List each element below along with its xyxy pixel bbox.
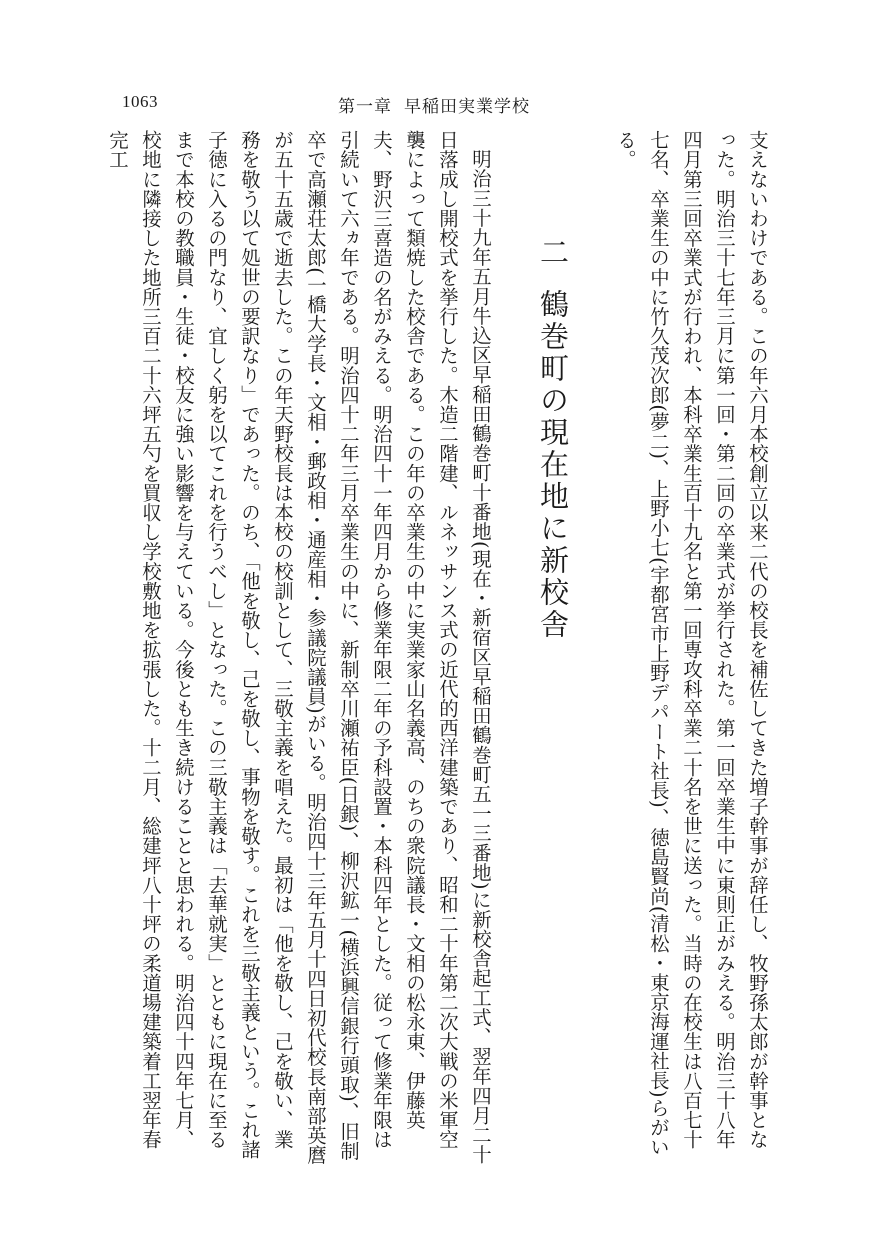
chapter-label: 第一章 — [338, 97, 392, 117]
paragraph-continuation: 支えないわけである。この年六月本校創立以来二代の校長を補佐してきた増子幹事が辞任し、牧野孫太郎が幹事となった。明治三十七年三月に第一回・第二回の卒業式が挙行された。第一回卒業生中に東則正がみえる。明治三十八年四月第三回卒業式が行われ、本科卒業生百十九名と第一回専攻科卒業二十名を世に送った。当時の在校生は八百七十七名、卒業生の中に竹久茂次郎(夢二)、上野小七(宇都宮市上野デパート社長)、徳島賢尚(清松・東京海運社長)らがいる。 — [614, 130, 769, 1157]
section-title: 鶴巻町の現在地に新校舎 — [536, 289, 570, 641]
paragraph-main: 明治三十九年五月牛込区早稲田鶴巻町十番地(現在・新宿区早稲田鶴巻町五一三番地)に新校舎起工式、翌年四月二十日落成し開校式を挙行した。木造二階建、ルネッサンス式の近代的西洋建築であり、昭和二十年第二次大戦の米軍空襲によって類焼した校舎である。この年の卒業生の中に実業家山名義高、のちの衆院議長・文相の松永東、伊藤英夫、野沢三喜造の名がみえる。明治四十一年四月から修業年限二年の予科設置・本科四年とした。従って修業年限は引続いて六ヵ年である。明治四十二年三月卒業生の中に、新制卒川瀬祐臣(日銀)、柳沢鉱一(横浜興信銀行頭取)、旧制卒で高瀬荘太郎(一橋大学長・文相・郵政相・通産相・参議院議員)がいる。明治四十三年五月十四日初代校長南部英麿が五十五歳で逝去した。この年天野校長は本校の校訓として、三敬主義を唱えた。最初は「他を敬し、己を敬い、業務を敬う以て処世の要訳なり」であった。のち、「他を敬し、己を敬し、事物を敬す。これを三敬主義という。これ諸子徳に入るの門なり、宜しく躬を以てこれを行うべし」となった。この三敬主義は「去華就実」とともに現在に至るまで本校の教職員・生徒・校友に強い影響を与えている。今後とも生き続けることと思われる。明治四十四年七月、校地に隣接した地所三百二十六坪五勺を買収し学校敷地を拡張した。十二月、総建坪八十坪の柔道場建築着工翌年春完工 — [106, 130, 492, 1165]
vertical-text-body — [106, 130, 774, 1165]
running-header — [338, 92, 530, 117]
page-number: 1063 — [122, 92, 158, 111]
chapter-title: 早稲田実業学校 — [404, 97, 530, 117]
section-number: 二 — [536, 237, 570, 269]
section-heading — [497, 130, 609, 1165]
